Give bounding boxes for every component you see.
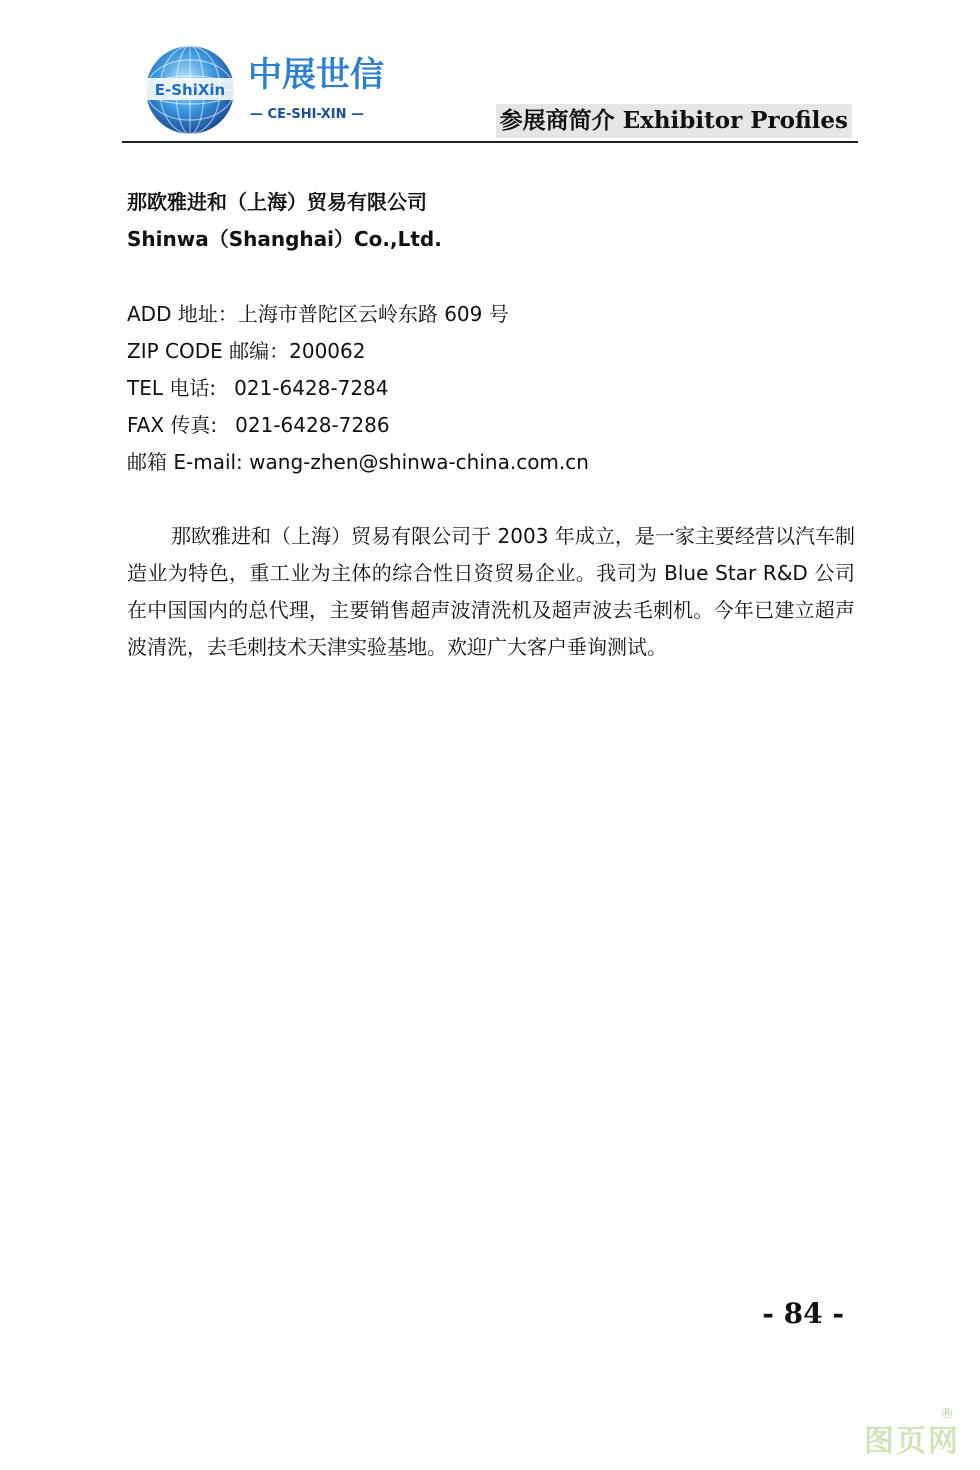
company-name-en: Shinwa（Shanghai）Co.,Ltd. — [127, 227, 442, 251]
page-number: - 84 - — [762, 1297, 844, 1330]
zip-value: 200062 — [289, 339, 366, 363]
email-link[interactable]: wang-zhen@shinwa-china.com.cn — [249, 450, 589, 474]
address-label: ADD 地址： — [127, 302, 238, 326]
address-line — [127, 296, 827, 333]
tel-value: 021-6428-7284 — [234, 376, 389, 400]
address-value: 上海市普陀区云岭东路 609 号 — [237, 302, 509, 326]
tel-label: TEL 电话: — [127, 376, 217, 400]
logo-emblem-text: E-ShiXin — [154, 81, 226, 99]
registered-mark-icon: ® — [940, 1406, 954, 1422]
fax-value: 021-6428-7286 — [235, 413, 390, 437]
company-description: 那欧雅进和（上海）贸易有限公司于 2003 年成立，是一家主要经营以汽车制造业为特色，重工业为主体的综合性日资贸易企业。我司为 Blue Star R&D 公司在中国国内的总代理，主要销售超声波清洗机及超声波去毛刺机。今年已建立超声波清洗，去毛刺技术天津实验基地。欢迎广大客户垂询测试。 — [127, 524, 855, 659]
zip-line — [127, 333, 827, 370]
tel-line — [127, 370, 827, 407]
company-name-cn: 那欧雅进和（上海）贸易有限公司 — [127, 190, 427, 214]
brand-logo — [130, 40, 410, 140]
section-title: 参展商简介 Exhibitor Profiles — [496, 104, 852, 138]
globe-logo-icon — [130, 40, 410, 140]
site-watermark — [850, 1406, 960, 1460]
logo-brand-en: — CE-SHI-XIN — — [250, 107, 365, 122]
email-line — [127, 444, 827, 481]
email-label: 邮箱 E-mail: — [127, 450, 243, 474]
fax-label: FAX 传真: — [127, 413, 218, 437]
zip-label: ZIP CODE 邮编： — [127, 339, 290, 363]
watermark-text: 图页网 — [864, 1424, 960, 1459]
fax-line — [127, 407, 827, 444]
contact-info — [127, 296, 827, 481]
header-divider — [122, 141, 858, 143]
logo-brand-cn: 中展世信 — [248, 55, 384, 95]
